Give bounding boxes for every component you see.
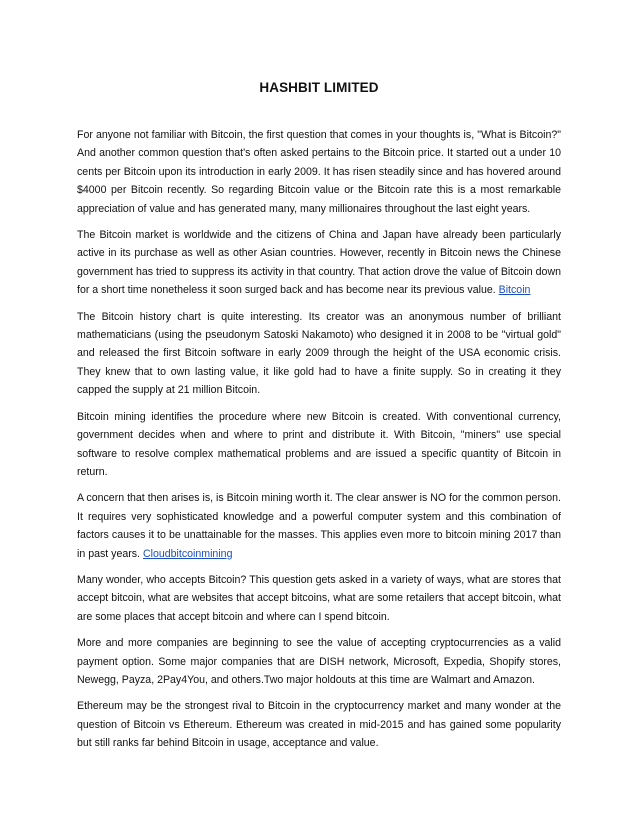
- paragraph: [77, 489, 561, 563]
- paragraph: [77, 408, 561, 482]
- paragraph: [77, 126, 561, 218]
- cloudbitcoinmining-link[interactable]: Cloudbitcoinmining: [142, 547, 233, 560]
- paragraph-text: For anyone not familiar with Bitcoin, the first question that comes in your thoughts is, "What is Bitcoin?" And another common question that's often asked pertains to the Bitcoin price. It started out a under 10 cents per Bitcoin upon its introduction in early 2009. It has risen steadily since and has hovered around $4000 per Bitcoin recently. So regarding Bitcoin value or the Bitcoin rate this is a most remarkable appreciation of value and has generated many, many millionaires throughout the last eight years.: [77, 129, 561, 215]
- paragraph: [77, 697, 561, 752]
- paragraph: [77, 634, 561, 689]
- paragraph-text: A concern that then arises is, is Bitcoin mining worth it. The clear answer is NO for the common person. It requires very sophisticated knowledge and a powerful computer system and this combination of factors causes it to be unattainable for the masses. This applies even more to bitcoin mining 2017 than in past years.: [77, 492, 561, 560]
- document-body: [77, 126, 561, 761]
- document-title: HASHBIT LIMITED: [259, 80, 379, 95]
- paragraph-text: The Bitcoin market is worldwide and the citizens of China and Japan have already been particularly active in its purchase as well as other Asian countries. However, recently in Bitcoin news the Chinese government has tried to suppress its activity in that country. That action drove the value of Bitcoin down for a short time nonetheless it soon surged back and has become near its previous value.: [77, 229, 561, 297]
- paragraph: [77, 308, 561, 400]
- paragraph-text: Many wonder, who accepts Bitcoin? This question gets asked in a variety of ways, what are stores that accept bitcoin, what are websites that accept bitcoins, what are some retailers that accept bitcoin, what are some places that accept bitcoin and where can I spend bitcoin.: [77, 573, 561, 623]
- paragraph-text: Ethereum may be the strongest rival to Bitcoin in the cryptocurrency market and many wonder at the question of Bitcoin vs Ethereum. Ethereum was created in mid-2015 and has gained some popularity but still ranks far behind Bitcoin in usage, acceptance and value.: [77, 700, 561, 750]
- paragraph-text: Bitcoin mining identifies the procedure where new Bitcoin is created. With conventional currency, government decides when and where to print and distribute it. With Bitcoin, "miners" use special software to resolve complex mathematical problems and are issued a specific quantity of Bitcoin in return.: [77, 410, 561, 478]
- paragraph: [77, 226, 561, 300]
- paragraph-text: The Bitcoin history chart is quite interesting. Its creator was an anonymous number of brilliant mathematicians (using the pseudonym Satoski Nakamoto) who designed it in 2008 to be "virtual gold" and released the first Bitcoin software in early 2009 through the height of the USA economic crisis. They knew that to own lasting value, it like gold had to have a finite supply. So in creating it they capped the supply at 21 million Bitcoin.: [77, 310, 561, 397]
- paragraph: [77, 571, 561, 626]
- bitcoin-link[interactable]: Bitcoin: [498, 284, 531, 297]
- paragraph-text: More and more companies are beginning to see the value of accepting cryptocurrencies as a valid payment option. Some major companies that are DISH network, Microsoft, Expedia, Shopify stores, Newegg, Payza, 2Pay4You, and others.Two major holdouts at this time are Walmart and Amazon.: [77, 637, 561, 686]
